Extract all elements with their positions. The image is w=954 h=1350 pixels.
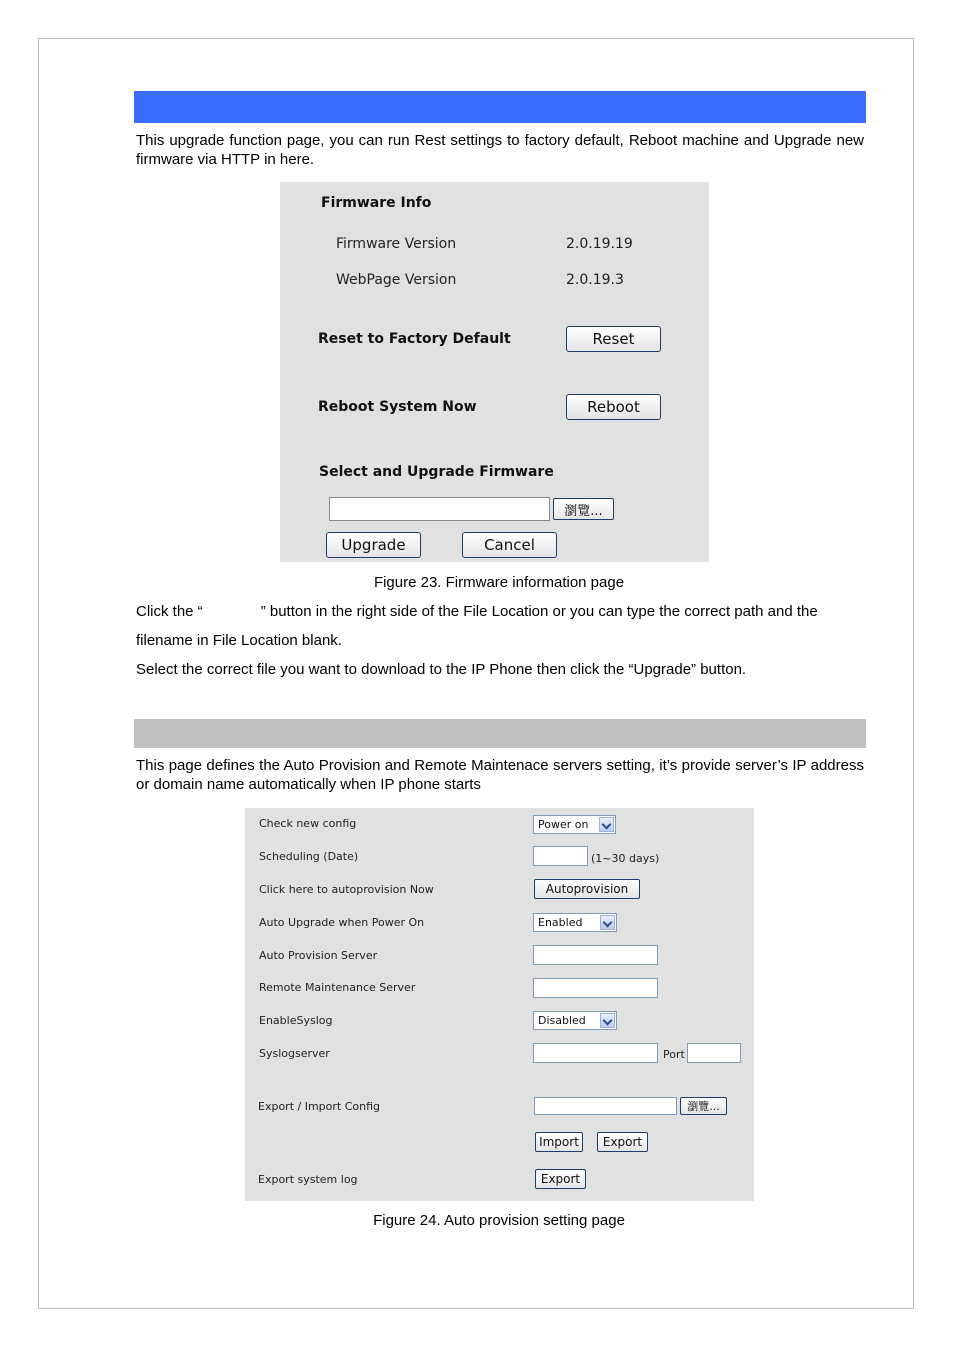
- config-browse-button[interactable]: 瀏覽...: [680, 1097, 727, 1115]
- syslog-server-input[interactable]: [533, 1043, 658, 1063]
- firmware-browse-button[interactable]: 瀏覽...: [553, 498, 614, 520]
- reset-button[interactable]: Reset: [566, 326, 661, 352]
- instruction-line-1: [136, 602, 818, 621]
- instruction-line-1-start: Click the “: [136, 603, 203, 620]
- autoprovision-intro-text: This page defines the Auto Provision and Remote Maintenace servers setting, it’s provide server’s IP address or domain name automatically when IP phone starts: [136, 757, 864, 793]
- auto-provision-panel: [245, 808, 754, 1201]
- figure-24-caption: Figure 24. Auto provision setting page: [373, 1212, 625, 1229]
- autoprovision-button[interactable]: Autoprovision: [534, 879, 640, 899]
- click-autoprovision-label: Click here to autoprovision Now: [259, 883, 434, 896]
- chevron-down-icon[interactable]: [600, 915, 615, 930]
- export-system-log-label: Export system log: [258, 1173, 358, 1186]
- remote-maintenance-input[interactable]: [533, 978, 658, 998]
- import-config-button[interactable]: Import: [535, 1132, 583, 1152]
- cancel-button[interactable]: Cancel: [462, 532, 557, 558]
- section-header-bar-upgrade: [134, 91, 866, 123]
- upgrade-button[interactable]: Upgrade: [326, 532, 421, 558]
- enable-syslog-label: EnableSyslog: [259, 1014, 333, 1027]
- scheduling-label: Scheduling (Date): [259, 850, 359, 863]
- reboot-system-label: Reboot System Now: [318, 399, 477, 415]
- port-label: Port: [663, 1048, 685, 1061]
- enable-syslog-value: Disabled: [538, 1014, 586, 1027]
- scheduling-hint: (1~30 days): [591, 852, 660, 865]
- export-system-log-button[interactable]: Export: [535, 1169, 586, 1189]
- upgrade-intro-text: This upgrade function page, you can run Rest settings to factory default, Reboot machine and Upgrade new firmware via HTTP in here.: [136, 132, 864, 168]
- check-new-config-label: Check new config: [259, 817, 357, 830]
- instruction-line-1-end: ” button in the right side of the File Location or you can type the correct path and the: [260, 603, 818, 620]
- firmware-version-value: 2.0.19.19: [566, 236, 633, 252]
- check-new-config-value: Power on: [538, 818, 589, 831]
- auto-provision-server-label: Auto Provision Server: [259, 949, 378, 962]
- webpage-version-value: 2.0.19.3: [566, 272, 624, 288]
- auto-upgrade-value: Enabled: [538, 916, 583, 929]
- instruction-line-3: Select the correct file you want to download to the IP Phone then click the “Upgrade” button.: [136, 661, 747, 678]
- chevron-down-icon[interactable]: [599, 817, 614, 832]
- check-new-config-select[interactable]: [533, 815, 616, 834]
- syslog-server-label: Syslogserver: [259, 1047, 330, 1060]
- section-header-bar-autoprovision: [134, 719, 866, 748]
- syslog-port-input[interactable]: [687, 1043, 741, 1063]
- firmware-file-input[interactable]: [329, 497, 550, 521]
- firmware-version-label: Firmware Version: [336, 236, 457, 252]
- firmware-info-panel: [280, 182, 709, 562]
- webpage-version-label: WebPage Version: [336, 272, 457, 288]
- select-upgrade-firmware-heading: Select and Upgrade Firmware: [319, 464, 554, 480]
- export-config-button[interactable]: Export: [597, 1132, 648, 1152]
- reboot-button[interactable]: Reboot: [566, 394, 661, 420]
- config-file-input[interactable]: [534, 1097, 677, 1115]
- export-import-config-label: Export / Import Config: [258, 1100, 381, 1113]
- firmware-info-heading: Firmware Info: [321, 195, 432, 211]
- scheduling-input[interactable]: [533, 846, 588, 866]
- enable-syslog-select[interactable]: [533, 1011, 617, 1030]
- remote-maintenance-label: Remote Maintenance Server: [259, 981, 416, 994]
- auto-upgrade-select[interactable]: [533, 913, 617, 932]
- figure-23-caption: Figure 23. Firmware information page: [373, 574, 625, 591]
- reset-factory-label: Reset to Factory Default: [318, 331, 511, 347]
- auto-provision-server-input[interactable]: [533, 945, 658, 965]
- auto-upgrade-label: Auto Upgrade when Power On: [259, 916, 425, 929]
- chevron-down-icon[interactable]: [600, 1013, 615, 1028]
- instruction-line-2: filename in File Location blank.: [136, 632, 342, 649]
